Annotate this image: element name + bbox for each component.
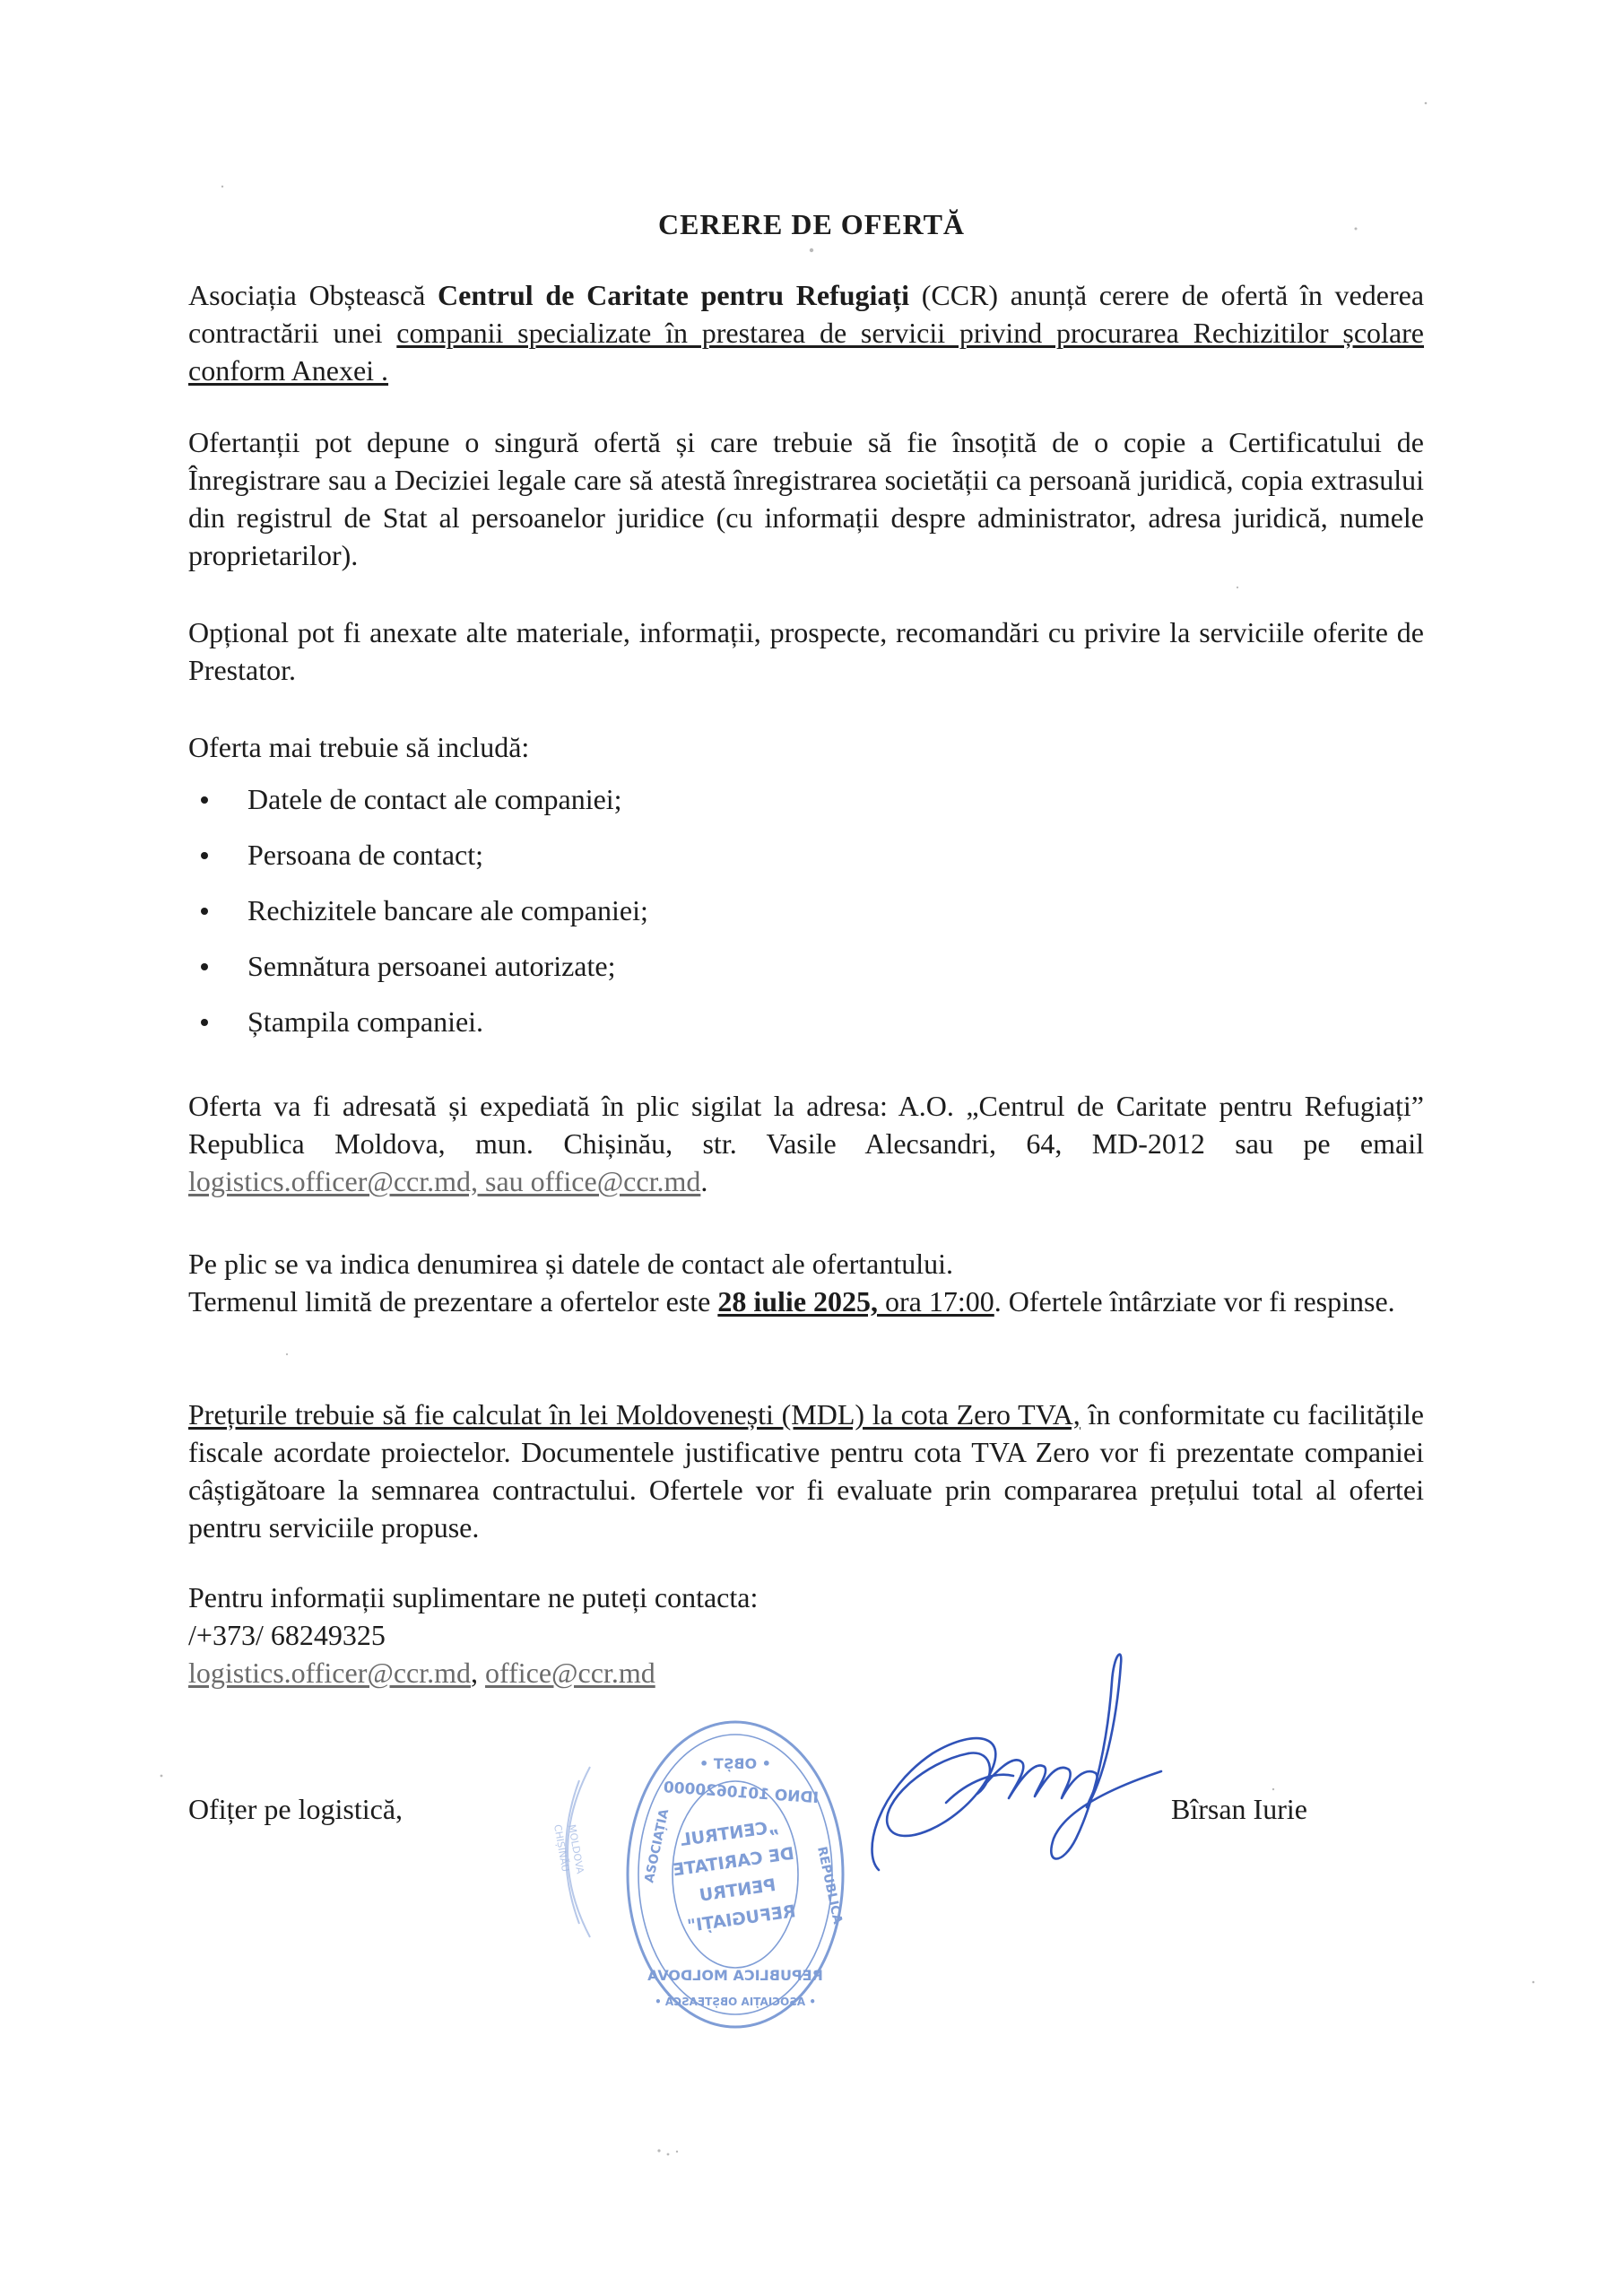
envelope-note: Pe plic se va indica denumirea și datele de contact ale ofertantului. [188, 1248, 953, 1280]
address-text: Oferta va fi adresată și expediată în plic sigilat la adresa: A.O. „Centrul de Caritate pentru Refugiați” Republica Moldova, mun. Chișinău, str. Vasile Alecsandri, 64, MD-2012 sau pe email [188, 1090, 1424, 1160]
pricing-paragraph [188, 1396, 1424, 1546]
svg-text:REPUBLICA: REPUBLICA [814, 1845, 846, 1926]
list-item [188, 947, 1424, 1003]
signature-icon [861, 1646, 1166, 1879]
address-text-end: . [700, 1165, 708, 1197]
signoff-role: Ofițer pe logistică, [188, 1793, 404, 1825]
svg-text:CHIȘINĂU: CHIȘINĂU [551, 1823, 572, 1873]
bullet-icon [201, 908, 208, 915]
bullet-icon [201, 796, 208, 804]
bullet-icon [201, 1019, 208, 1026]
requirements-list [188, 780, 1424, 1058]
intro-text-a: Asociația Obștească [188, 279, 438, 311]
svg-text:REFUGIAȚI": REFUGIAȚI" [686, 1901, 797, 1936]
deadline-date: 28 iulie 2025, [717, 1285, 879, 1318]
list-item-text: Datele de contact ale companiei; [247, 783, 622, 815]
contact-separator: , [471, 1657, 486, 1689]
bullet-icon [201, 852, 208, 859]
organization-stamp-icon [619, 1709, 852, 2040]
contact-email-logistics[interactable]: logistics.officer@ccr.md [188, 1657, 472, 1689]
pricing-text: în conformitate cu facilitățile fiscale acordate proiectelor. Documentele justificative pentru cota TVA Zero vor fi prezentate companiei câștigătoare la semnarea contractului. Ofertele vor fi evaluate prin compararea prețului total al ofertei pentru serviciile propuse. [188, 1398, 1425, 1544]
svg-text:• ASOCIAȚIA OBȘTEASCĂ •: • ASOCIAȚIA OBȘTEASCĂ • [655, 1996, 816, 2008]
contact-email-office[interactable]: office@ccr.md [485, 1657, 655, 1689]
list-item [188, 836, 1424, 891]
organization-name: Centrul de Caritate pentru Refugiați [438, 279, 909, 311]
document-title: CERERE DE OFERTĂ [657, 208, 966, 240]
list-item-text: Rechizitele bancare ale companiei; [247, 894, 648, 926]
contact-intro: Pentru informații suplimentare ne puteți contacta: [188, 1581, 759, 1613]
requirements-paragraph: Ofertanții pot depune o singură ofertă și care trebuie să fie însoțită de o copie a Certificatului de Înregistrare sau a Deciziei legale care să atestă înregistrarea societății ca persoană juridică, copia extrasului din registrul de Stat al persoanelor juridice (cu informații despre administrator, adresa juridică, numele proprietarilor). [188, 426, 1424, 571]
service-description: companii specializate în prestarea de servicii privind procurarea Rechizitilor școlare conform Anexei . [188, 317, 1425, 387]
list-item [188, 891, 1424, 947]
contact-phone: /+373/ 68249325 [188, 1619, 386, 1651]
deadline-text-end: . Ofertele întârziate vor fi respinse. [994, 1285, 1395, 1318]
deadline-time: ora 17:00 [878, 1285, 994, 1318]
svg-text:• OBȘT •: • OBȘT • [699, 1755, 771, 1772]
partial-stamp-icon [536, 1762, 599, 1942]
deadline-text: Termenul limită de prezentare a ofertelor este [188, 1285, 718, 1318]
deadline-paragraph [188, 1283, 1424, 1320]
svg-text:„CENTRUL: „CENTRUL [679, 1816, 780, 1851]
svg-text:ASOCIAȚIA: ASOCIAȚIA [642, 1807, 673, 1884]
pricing-condition: Prețurile trebuie să fie calculat în lei Moldovenești (MDL) la cota Zero TVA, [188, 1398, 1081, 1431]
svg-text:REPUBLICA MOLDOVA: REPUBLICA MOLDOVA [647, 1967, 823, 1984]
list-item-text: Semnătura persoanei autorizate; [247, 950, 616, 982]
signoff-name: Bîrsan Iurie [1171, 1793, 1307, 1825]
list-item [188, 1003, 1424, 1058]
svg-text:PENTRU: PENTRU [698, 1874, 777, 1906]
svg-text:DE CARITATE: DE CARITATE [671, 1843, 796, 1881]
address-paragraph [188, 1087, 1424, 1200]
optional-paragraph: Opțional pot fi anexate alte materiale, informații, prospecte, recomandări cu privire la serviciile oferite de Prestator. [188, 616, 1424, 686]
svg-text:MOLDOVA: MOLDOVA [566, 1823, 586, 1875]
list-item-text: Persoana de contact; [247, 839, 483, 871]
intro-paragraph [188, 276, 1424, 389]
intro-text-b: (CCR) anunță cerere de ofertă în vederea contractării unei [188, 279, 1425, 349]
bullet-icon [201, 963, 208, 970]
contact-emails [188, 1654, 655, 1692]
address-emails[interactable]: logistics.officer@ccr.md, sau office@ccr.md [188, 1165, 701, 1197]
list-item [188, 780, 1424, 836]
list-item-text: Ștampila companiei. [247, 1005, 484, 1038]
svg-text:IDNO 1010620000: IDNO 1010620000 [663, 1779, 820, 1808]
offer-includes-intro: Oferta mai trebuie să includă: [188, 731, 530, 763]
